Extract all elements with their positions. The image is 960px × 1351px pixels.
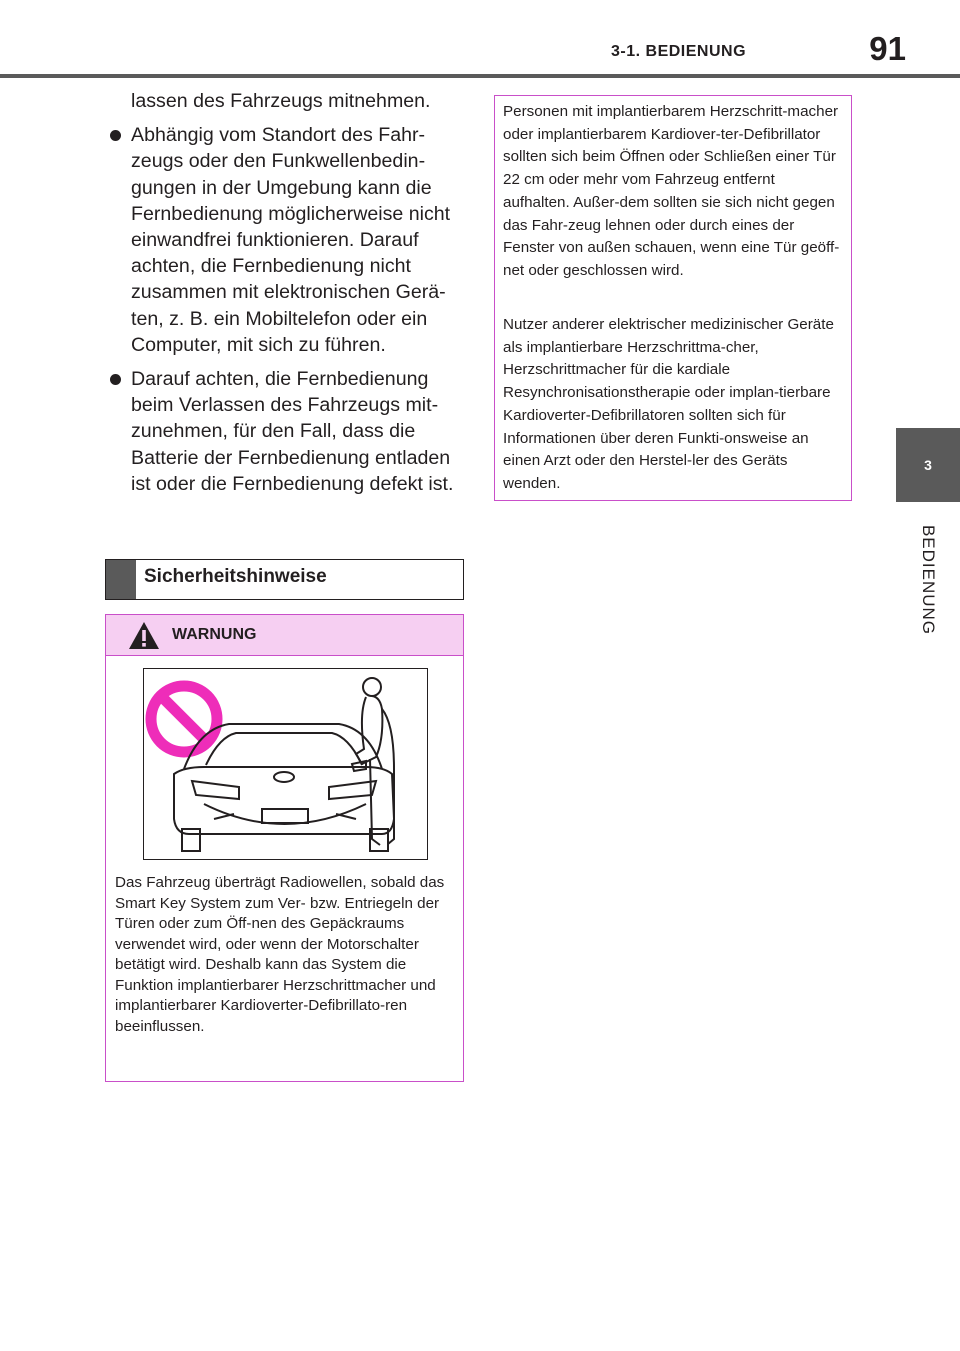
section-title: 3-1. BEDIENUNG	[611, 43, 747, 60]
header-rule	[0, 74, 960, 78]
info-box	[494, 95, 852, 501]
warning-triangle-icon	[128, 621, 160, 650]
continuation-text: lassen des Fahrzeugs mitnehmen.	[131, 90, 431, 112]
warning-text: Das Fahrzeug überträgt Radiowellen, sobald das Smart Key System zum Ver- bzw. Entriegeln der Türen oder zum Öff-nen des Gepäckraums verwendet wird, oder wenn der Motorschalter betätigt wird. Deshalb kann das System die Funktion implantierbarer Herzschrittmacher und implantierbarer Kardioverter-Defibrillato-ren beeinflussen.	[115, 874, 445, 1035]
section-heading	[105, 559, 464, 600]
warning-illustration	[143, 668, 428, 860]
section-heading-text: Sicherheitshinweise	[144, 566, 327, 587]
bullet-item: Abhängig vom Standort des Fahr-zeugs oder den Funkwellenbedin-gungen in der Umgebung kann die Fernbedienung möglicherweise nicht einwandfrei funktionieren. Darauf achten, die Fernbedienung nicht zusammen mit elektronischen Gerä-ten, z. B. ein Mobiltelefon oder ein Computer, mit sich zu führen.	[108, 122, 463, 358]
info-paragraph-2: Nutzer anderer elektrischer medizinischer Geräte als implantierbare Herzschrittma-cher, Herzschrittmacher für die kardiale Resynchronisationstherapie oder implan-tierbare Kardioverter-Defibrillatoren sollten sich für Informationen über deren Funkti-onsweise an einen Arzt oder den Herstel-ler des Geräts wenden.	[503, 316, 834, 492]
car-illustration	[144, 669, 427, 859]
chapter-tab: 3	[896, 428, 960, 502]
chapter-label: BEDIENUNG	[919, 524, 938, 636]
info-paragraph-1: Personen mit implantierbarem Herzschritt-macher oder implantierbarem Kardiover-ter-Defibrillator sollten sich beim Öffnen oder Schließen einer Tür 22 cm oder mehr vom Fahrzeug entfernt aufhalten. Außer-dem sollten sie sich nicht gegen das Fahr-zeug lehnen oder durch eines der Fenster von außen schauen, wenn eine Tür geöff-net oder geschlossen wird.	[503, 103, 840, 279]
page-number: 91	[869, 30, 906, 67]
side-tab-spacer	[896, 78, 960, 428]
warning-header	[106, 615, 463, 656]
section-heading-marker	[106, 560, 136, 599]
bullet-item: Darauf achten, die Fernbedienung beim Verlassen des Fahrzeugs mit-zunehmen, für den Fall, dass die Batterie der Fernbedienung entladen ist oder die Fernbedienung defekt ist.	[108, 366, 463, 497]
warning-box	[105, 614, 464, 1082]
left-column	[108, 88, 463, 497]
prohibition-icon	[151, 686, 217, 752]
warning-title: WARNUNG	[172, 626, 257, 643]
